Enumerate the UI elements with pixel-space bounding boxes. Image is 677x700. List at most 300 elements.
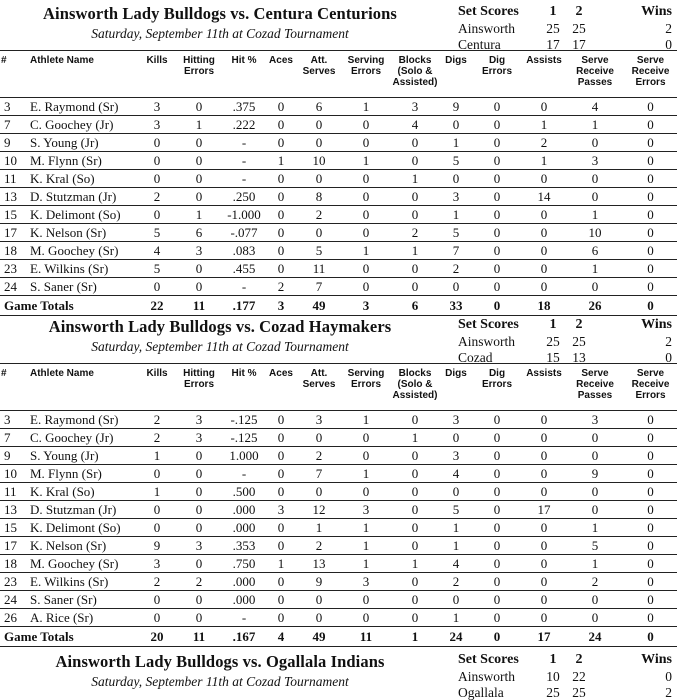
col-serve-receive-errors-cell: 0 [624,555,677,573]
col-serve-receive-passes-cell: 0 [566,591,624,609]
col-att-serves-cell: 8 [296,188,342,206]
col-kills-cell: 0 [138,206,176,224]
col-assists-cell: 17 [522,501,566,519]
col-dig-errors-cell: 0 [472,609,522,627]
col-serve-receive-passes-cell: 0 [566,501,624,519]
col-assists-cell: 0 [522,447,566,465]
col-no-cell: 23 [0,573,26,591]
col-att-serves-cell: 1 [296,519,342,537]
col-digs-cell: 5 [440,224,472,242]
col-kills-cell: 0 [138,134,176,152]
col-hit-pct-cell: - [222,134,266,152]
col-athlete-cell: E. Wilkins (Sr) [26,260,138,278]
col-digs-cell: 0 [440,170,472,188]
col-serve-receive-errors-cell: 0 [624,411,677,429]
table-row [0,537,677,555]
col-blocks-cell: 4 [390,116,440,134]
column-header-no: # [1,368,7,379]
team-wins: 0 [665,350,672,365]
col-serving-errors-cell: 0 [342,447,390,465]
set-scores-header [458,651,674,669]
col-kills-cell: 5 [138,224,176,242]
set1-score: 25 [546,685,560,700]
col-assists-cell: 0 [522,411,566,429]
col-blocks-cell: 0 [390,465,440,483]
col-aces-cell: 0 [266,591,296,609]
col-digs-cell: 0 [440,591,472,609]
table-row [0,134,677,152]
col-no-cell: 10 [0,152,26,170]
col-att-serves-cell: 0 [296,116,342,134]
col-hit-pct-cell: - [222,170,266,188]
col-athlete-cell: K. Kral (So) [26,483,138,501]
set-scores-row [458,350,674,366]
team-name: Centura [458,37,501,52]
table-row [0,429,677,447]
col-kills-cell: 0 [138,591,176,609]
col-hit-pct-cell: .000 [222,573,266,591]
set-scores-box [458,3,674,53]
column-header-aces: Aces [269,368,293,379]
col-hitting-errors-cell: 0 [176,278,222,296]
game-heading [0,317,440,357]
game-header [0,313,677,363]
col-kills-cell: 3 [138,116,176,134]
col-aces-cell: 0 [266,429,296,447]
col-no-cell: 7 [0,429,26,447]
col-hitting-errors-cell: 2 [176,573,222,591]
col-digs-cell: 3 [440,411,472,429]
col-blocks-cell: 0 [390,188,440,206]
col-dig-errors-cell: 0 [472,134,522,152]
col-no-cell: 9 [0,447,26,465]
col-hit-pct-cell: -1.000 [222,206,266,224]
column-header-kills: Kills [146,368,168,379]
col-serve-receive-errors-cell: 0 [624,260,677,278]
col-assists-cell: 0 [522,519,566,537]
col-no-cell: 24 [0,591,26,609]
col-att-serves-cell: 2 [296,447,342,465]
col-serve-receive-errors-cell: 0 [624,537,677,555]
col-dig-errors-cell: 0 [472,537,522,555]
col-serve-receive-passes-cell: 1 [566,555,624,573]
col-athlete-cell: K. Nelson (Sr) [26,224,138,242]
set-scores-row [458,334,674,350]
set-scores-row [458,21,674,37]
col-serve-receive-passes-cell: 4 [566,98,624,116]
column-header-serving-errors: Serving Errors [347,55,385,77]
col-assists-cell: 0 [522,224,566,242]
team-wins: 0 [665,37,672,52]
col-hit-pct-cell: - [222,278,266,296]
col-serving-errors-total: 11 [342,627,390,647]
col-digs-cell: 4 [440,555,472,573]
col-aces-cell: 0 [266,519,296,537]
col-att-serves-cell: 2 [296,537,342,555]
col-hit-pct-total: .177 [222,296,266,316]
col-serve-receive-passes-cell: 1 [566,260,624,278]
wins-label: Wins [641,317,672,332]
set1-score: 15 [546,350,560,365]
col-dig-errors-total: 0 [472,627,522,647]
col-serving-errors-cell: 0 [342,116,390,134]
col-assists-cell: 0 [522,537,566,555]
col-serve-receive-errors-cell: 0 [624,188,677,206]
team-wins: 0 [665,669,672,684]
col-serving-errors-cell: 0 [342,278,390,296]
col-kills-cell: 0 [138,170,176,188]
column-header-blocks: Blocks (Solo & Assisted) [392,368,438,401]
col-serve-receive-errors-cell: 0 [624,465,677,483]
col-blocks-cell: 0 [390,411,440,429]
col-assists-cell: 0 [522,483,566,501]
col-athlete-cell: E. Raymond (Sr) [26,411,138,429]
set1-score: 25 [546,21,560,36]
col-serve-receive-errors-cell: 0 [624,483,677,501]
col-aces-cell: 1 [266,152,296,170]
set1-label: 1 [549,652,557,667]
totals-label: Game Totals [0,296,138,316]
team-name: Ainsworth [458,334,515,349]
col-hitting-errors-cell: 3 [176,411,222,429]
col-hit-pct-cell: .250 [222,188,266,206]
col-hit-pct-cell: -.125 [222,429,266,447]
col-athlete-cell: K. Nelson (Sr) [26,537,138,555]
team-name: Ainsworth [458,21,515,36]
header-row [0,364,677,411]
col-serving-errors-cell: 3 [342,501,390,519]
col-athlete-cell: E. Wilkins (Sr) [26,573,138,591]
col-hitting-errors-cell: 0 [176,98,222,116]
col-assists-cell: 0 [522,609,566,627]
col-hitting-errors-cell: 0 [176,447,222,465]
col-blocks-cell: 0 [390,447,440,465]
col-hit-pct-cell: .000 [222,591,266,609]
col-aces-cell: 0 [266,116,296,134]
col-kills-cell: 2 [138,188,176,206]
col-aces-cell: 2 [266,278,296,296]
col-no-cell: 3 [0,98,26,116]
col-digs-cell: 1 [440,134,472,152]
col-digs-total: 24 [440,627,472,647]
col-aces-cell: 3 [266,501,296,519]
col-serving-errors-cell: 1 [342,98,390,116]
col-blocks-cell: 0 [390,152,440,170]
col-blocks-total: 6 [390,296,440,316]
col-serve-receive-passes-cell: 6 [566,242,624,260]
col-hitting-errors-cell: 0 [176,591,222,609]
col-kills-cell: 0 [138,152,176,170]
table-row [0,501,677,519]
col-aces-cell: 0 [266,609,296,627]
col-serve-receive-errors-cell: 0 [624,116,677,134]
col-att-serves-cell: 0 [296,591,342,609]
col-athlete-cell: S. Young (Jr) [26,134,138,152]
column-header-athlete: Athlete Name [30,368,94,379]
col-att-serves-cell: 0 [296,224,342,242]
table-row [0,555,677,573]
col-hit-pct-cell: .000 [222,519,266,537]
col-serving-errors-cell: 1 [342,411,390,429]
set1-score: 10 [546,669,560,684]
col-dig-errors-cell: 0 [472,152,522,170]
col-hit-pct-cell: 1.000 [222,447,266,465]
col-blocks-cell: 0 [390,501,440,519]
column-header-hit-pct: Hit % [231,55,257,66]
set1-score: 25 [546,334,560,349]
team-name: Cozad [458,350,493,365]
col-serve-receive-errors-cell: 0 [624,206,677,224]
col-hitting-errors-cell: 0 [176,465,222,483]
set-scores-label: Set Scores [458,4,519,19]
col-aces-cell: 0 [266,447,296,465]
col-serve-receive-passes-cell: 5 [566,537,624,555]
col-serve-receive-passes-cell: 0 [566,429,624,447]
col-serving-errors-cell: 1 [342,537,390,555]
col-att-serves-cell: 0 [296,170,342,188]
table-row [0,260,677,278]
col-hit-pct-cell: -.077 [222,224,266,242]
col-att-serves-cell: 3 [296,411,342,429]
table-row [0,465,677,483]
col-assists-cell: 0 [522,573,566,591]
game-section-ogallala [0,648,677,700]
column-header-assists: Assists [526,55,562,66]
set2-score: 25 [572,334,586,349]
col-digs-cell: 0 [440,429,472,447]
col-serving-errors-cell: 0 [342,609,390,627]
col-assists-cell: 0 [522,555,566,573]
col-kills-cell: 2 [138,429,176,447]
table-row [0,519,677,537]
set-scores-box [458,651,674,700]
col-serving-errors-cell: 0 [342,224,390,242]
col-blocks-cell: 0 [390,537,440,555]
col-serve-receive-errors-cell: 0 [624,501,677,519]
col-att-serves-cell: 0 [296,609,342,627]
table-row [0,98,677,116]
table-row [0,483,677,501]
col-athlete-cell: S. Saner (Sr) [26,591,138,609]
col-aces-cell: 0 [266,206,296,224]
col-digs-cell: 1 [440,206,472,224]
col-blocks-cell: 0 [390,134,440,152]
col-digs-cell: 9 [440,98,472,116]
col-kills-cell: 3 [138,555,176,573]
col-athlete-cell: M. Flynn (Sr) [26,465,138,483]
col-digs-cell: 3 [440,188,472,206]
col-serving-errors-cell: 0 [342,483,390,501]
col-kills-cell: 0 [138,519,176,537]
team-name: Ainsworth [458,669,515,684]
wins-label: Wins [641,652,672,667]
col-hitting-errors-cell: 6 [176,224,222,242]
col-dig-errors-cell: 0 [472,483,522,501]
set-scores-row [458,37,674,53]
col-digs-cell: 7 [440,242,472,260]
col-serve-receive-errors-total: 0 [624,627,677,647]
col-dig-errors-cell: 0 [472,519,522,537]
col-blocks-cell: 3 [390,98,440,116]
col-aces-cell: 0 [266,260,296,278]
col-dig-errors-cell: 0 [472,206,522,224]
col-serve-receive-passes-total: 26 [566,296,624,316]
col-serve-receive-errors-cell: 0 [624,519,677,537]
col-hitting-errors-cell: 0 [176,501,222,519]
column-header-serve-receive-passes: Serve Receive Passes [576,368,614,401]
col-hit-pct-cell: .083 [222,242,266,260]
col-serve-receive-errors-cell: 0 [624,573,677,591]
col-att-serves-cell: 0 [296,483,342,501]
game-header [0,648,677,698]
col-athlete-cell: S. Young (Jr) [26,447,138,465]
col-aces-cell: 0 [266,134,296,152]
set-scores-label: Set Scores [458,652,519,667]
table-row [0,170,677,188]
column-header-digs: Digs [445,368,467,379]
column-header-dig-errors: Dig Errors [481,55,512,77]
col-dig-errors-cell: 0 [472,278,522,296]
column-header-serve-receive-errors: Serve Receive Errors [631,55,670,88]
col-att-serves-cell: 10 [296,152,342,170]
column-header-hitting-errors: Hitting Errors [183,368,215,390]
column-header-digs: Digs [445,55,467,66]
col-att-serves-cell: 13 [296,555,342,573]
col-serving-errors-cell: 1 [342,555,390,573]
col-blocks-cell: 0 [390,609,440,627]
col-aces-cell: 0 [266,411,296,429]
col-hit-pct-cell: .750 [222,555,266,573]
col-serving-errors-cell: 0 [342,134,390,152]
col-kills-cell: 0 [138,278,176,296]
col-hit-pct-cell: - [222,152,266,170]
col-aces-cell: 0 [266,98,296,116]
col-aces-total: 3 [266,296,296,316]
col-serve-receive-passes-cell: 0 [566,447,624,465]
col-athlete-cell: M. Goochey (Sr) [26,242,138,260]
col-serve-receive-passes-cell: 3 [566,411,624,429]
col-dig-errors-cell: 0 [472,242,522,260]
col-hitting-errors-total: 11 [176,296,222,316]
col-att-serves-cell: 6 [296,98,342,116]
col-serving-errors-cell: 0 [342,260,390,278]
col-assists-cell: 0 [522,429,566,447]
col-hit-pct-cell: .222 [222,116,266,134]
col-serving-errors-cell: 1 [342,152,390,170]
col-kills-cell: 4 [138,242,176,260]
col-att-serves-total: 49 [296,296,342,316]
col-att-serves-cell: 12 [296,501,342,519]
table-row [0,152,677,170]
col-hitting-errors-cell: 1 [176,206,222,224]
wins-label: Wins [641,4,672,19]
col-blocks-cell: 2 [390,224,440,242]
col-serve-receive-passes-cell: 9 [566,465,624,483]
col-dig-errors-cell: 0 [472,224,522,242]
col-aces-cell: 0 [266,188,296,206]
col-hitting-errors-cell: 0 [176,170,222,188]
col-athlete-cell: C. Goochey (Jr) [26,116,138,134]
table-row [0,242,677,260]
col-serve-receive-errors-cell: 0 [624,242,677,260]
column-header-dig-errors: Dig Errors [481,368,512,390]
col-digs-cell: 1 [440,537,472,555]
col-athlete-cell: M. Flynn (Sr) [26,152,138,170]
team-wins: 2 [665,685,672,700]
col-digs-cell: 2 [440,573,472,591]
col-kills-cell: 2 [138,573,176,591]
col-blocks-cell: 1 [390,242,440,260]
totals-row [0,627,677,647]
set-scores-label: Set Scores [458,317,519,332]
col-serve-receive-errors-cell: 0 [624,170,677,188]
table-row [0,188,677,206]
col-kills-cell: 2 [138,411,176,429]
col-no-cell: 17 [0,224,26,242]
col-no-cell: 18 [0,555,26,573]
stats-table [0,50,677,316]
col-digs-cell: 4 [440,465,472,483]
col-hitting-errors-cell: 1 [176,116,222,134]
column-header-serve-receive-errors: Serve Receive Errors [631,368,670,401]
game-header [0,0,677,50]
col-athlete-cell: K. Delimont (So) [26,206,138,224]
set2-label: 2 [575,317,583,332]
col-assists-cell: 2 [522,134,566,152]
set2-label: 2 [575,652,583,667]
col-athlete-cell: A. Rice (Sr) [26,609,138,627]
col-assists-cell: 0 [522,278,566,296]
col-hitting-errors-cell: 0 [176,609,222,627]
col-att-serves-cell: 5 [296,242,342,260]
table-row [0,447,677,465]
col-hitting-errors-cell: 0 [176,483,222,501]
column-header-serving-errors: Serving Errors [347,368,385,390]
col-athlete-cell: E. Raymond (Sr) [26,98,138,116]
col-blocks-total: 1 [390,627,440,647]
set1-label: 1 [549,4,557,19]
set-scores-header [458,316,674,334]
column-header-aces: Aces [269,55,293,66]
col-digs-cell: 2 [440,260,472,278]
game-section-centura [0,0,677,316]
col-kills-cell: 1 [138,447,176,465]
col-kills-cell: 1 [138,483,176,501]
col-blocks-cell: 0 [390,483,440,501]
col-dig-errors-cell: 0 [472,501,522,519]
col-serve-receive-passes-cell: 0 [566,188,624,206]
table-row [0,116,677,134]
col-hitting-errors-cell: 0 [176,134,222,152]
col-no-cell: 15 [0,519,26,537]
col-hitting-errors-cell: 3 [176,429,222,447]
col-assists-total: 17 [522,627,566,647]
col-serving-errors-cell: 0 [342,429,390,447]
game-title: Ainsworth Lady Bulldogs vs. Cozad Haymakers [48,317,392,336]
col-serve-receive-passes-cell: 0 [566,609,624,627]
col-serve-receive-passes-total: 24 [566,627,624,647]
col-athlete-cell: S. Saner (Sr) [26,278,138,296]
col-serve-receive-errors-total: 0 [624,296,677,316]
col-no-cell: 23 [0,260,26,278]
col-kills-cell: 5 [138,260,176,278]
col-digs-cell: 0 [440,483,472,501]
col-att-serves-cell: 2 [296,206,342,224]
game-section-cozad [0,313,677,647]
col-dig-errors-cell: 0 [472,411,522,429]
col-digs-cell: 0 [440,116,472,134]
col-aces-cell: 0 [266,483,296,501]
